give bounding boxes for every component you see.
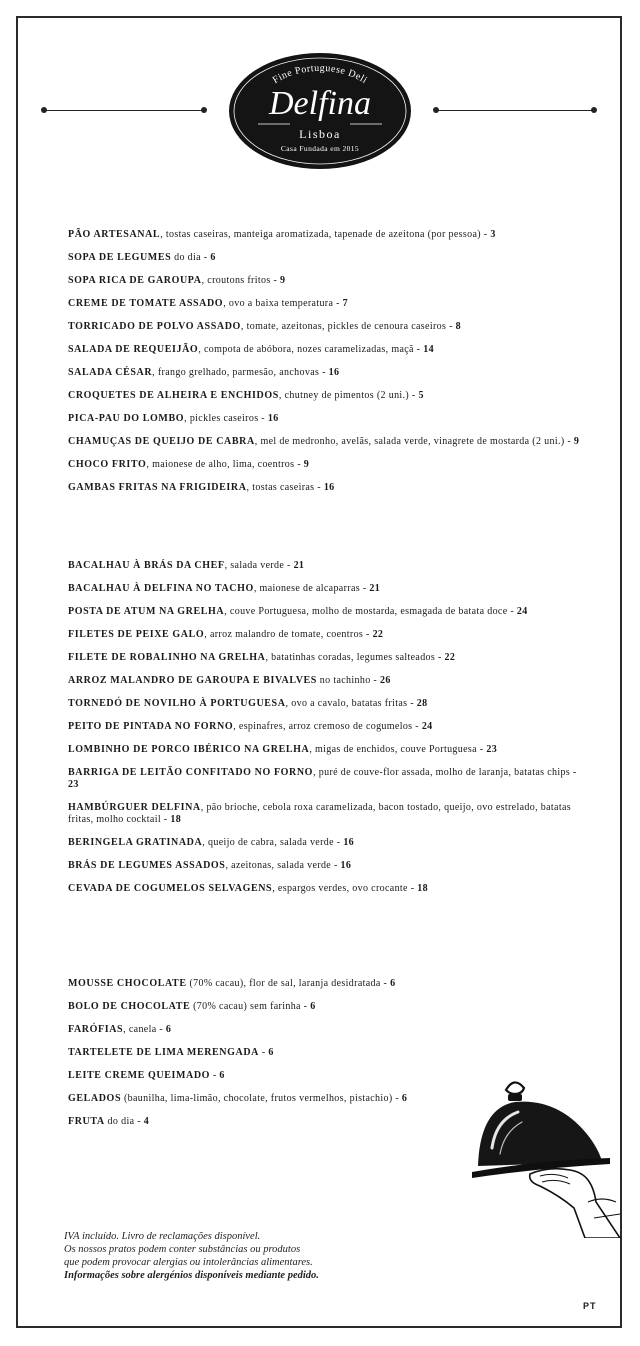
menu-item-name: PÃO ARTESANAL bbox=[68, 229, 161, 240]
menu-item-description: , tostas caseiras, manteiga aromatizada, tapenade de azeitona (por pessoa) - bbox=[160, 229, 491, 240]
menu-item-name: CHOCO FRITO bbox=[68, 459, 147, 470]
menu-item bbox=[68, 583, 588, 595]
delfina-logo bbox=[228, 52, 412, 170]
menu-item bbox=[68, 275, 588, 287]
menu-item-price: 9 bbox=[279, 275, 286, 286]
menu-item-name: BOLO DE CHOCOLATE bbox=[68, 1001, 191, 1012]
menu-item bbox=[68, 560, 588, 572]
menu-item bbox=[68, 367, 588, 379]
menu-item-name: SOPA DE LEGUMES bbox=[68, 252, 172, 263]
menu-item-name: GAMBAS FRITAS NA FRIGIDEIRA bbox=[68, 482, 247, 493]
menu-item bbox=[68, 744, 588, 756]
logo-name: Delfina bbox=[269, 85, 371, 122]
menu-item-price: 4 bbox=[143, 1116, 150, 1127]
menu-item-price: 5 bbox=[418, 390, 424, 401]
cloche-tray-hand-icon bbox=[470, 1068, 625, 1238]
menu-item-price: 16 bbox=[343, 837, 355, 848]
menu-item-name: CROQUETES DE ALHEIRA E ENCHIDOS bbox=[68, 390, 279, 401]
menu-item-description: (70% cacau), flor de sal, laranja desidratada - bbox=[186, 978, 391, 989]
menu-item-description: , queijo de cabra, salada verde - bbox=[202, 837, 344, 848]
menu-item-description: - bbox=[210, 1070, 220, 1081]
menu-item-name: PEITO DE PINTADA NO FORNO bbox=[68, 721, 234, 732]
mains-section bbox=[68, 560, 588, 906]
menu-item-name: PICA-PAU DO LOMBO bbox=[68, 413, 185, 424]
menu-item bbox=[68, 860, 588, 872]
menu-item bbox=[68, 721, 588, 733]
menu-item-price: 24 bbox=[421, 721, 433, 732]
menu-item-price: 16 bbox=[328, 367, 340, 378]
menu-item bbox=[68, 482, 588, 494]
menu-item bbox=[68, 883, 588, 895]
menu-item-description: , tostas caseiras - bbox=[246, 482, 324, 493]
menu-item bbox=[68, 675, 588, 687]
menu-item-price: 6 bbox=[210, 252, 216, 263]
menu-item-price: 14 bbox=[423, 344, 434, 355]
menu-item-price: 16 bbox=[267, 413, 279, 424]
menu-item-price: 21 bbox=[293, 560, 305, 571]
menu-item-price: 6 bbox=[165, 1024, 172, 1035]
menu-item-description: , pão brioche, cebola roxa caramelizada, bacon tostado, queijo, ovo estrelado, batatas fritas, molho cocktail - bbox=[68, 802, 571, 825]
menu-item-name: FILETE DE ROBALINHO NA GRELHA bbox=[68, 652, 266, 663]
menu-item bbox=[68, 229, 588, 241]
menu-item-description: , ovo a baixa temperatura - bbox=[223, 298, 343, 309]
menu-item-description: , tomate, azeitonas, pickles de cenoura caseiros - bbox=[240, 321, 456, 332]
divider-left bbox=[44, 110, 204, 111]
menu-item-price: 16 bbox=[340, 860, 352, 871]
divider-dot bbox=[591, 107, 597, 113]
menu-item-price: 18 bbox=[417, 883, 428, 894]
menu-item-description: , salada verde - bbox=[224, 560, 294, 571]
menu-item-description: , maionese de alho, lima, coentros - bbox=[146, 459, 304, 470]
menu-item-name: LOMBINHO DE PORCO IBÉRICO NA GRELHA bbox=[68, 744, 310, 755]
menu-item-price: 7 bbox=[342, 298, 349, 309]
footer-line: IVA incluído. Livro de reclamações disponível. bbox=[64, 1231, 261, 1242]
language-indicator: PT bbox=[583, 1301, 597, 1311]
menu-item-name: CHAMUÇAS DE QUEIJO DE CABRA bbox=[68, 436, 255, 447]
menu-item-name: BACALHAU À DELFINA NO TACHO bbox=[68, 583, 254, 594]
menu-item-name: HAMBÚRGUER DELFINA bbox=[68, 802, 201, 813]
menu-item-name: BERINGELA GRATINADA bbox=[68, 837, 203, 848]
menu-item-description: , couve Portuguesa, molho de mostarda, esmagada de batata doce - bbox=[224, 606, 517, 617]
menu-item bbox=[68, 1024, 588, 1036]
menu-item-price: 22 bbox=[372, 629, 384, 640]
menu-item bbox=[68, 390, 588, 402]
menu-item-name: FRUTA bbox=[68, 1116, 105, 1127]
menu-item-description: (baunilha, lima-limão, chocolate, frutos vermelhos, pistachio) - bbox=[121, 1093, 402, 1104]
menu-item bbox=[68, 321, 588, 333]
menu-item-description: , frango grelhado, parmesão, anchovas - bbox=[152, 367, 329, 378]
menu-item-description: , puré de couve-flor assada, molho de laranja, batatas chips - bbox=[313, 767, 577, 778]
menu-item-price: 8 bbox=[455, 321, 461, 332]
menu-item-description: , maionese de alcaparras - bbox=[253, 583, 370, 594]
menu-item-price: 23 bbox=[68, 779, 79, 790]
logo-arc-text: Fine Portuguese Deli bbox=[270, 62, 370, 87]
menu-item-price: 22 bbox=[444, 652, 456, 663]
menu-item-price: 6 bbox=[310, 1001, 316, 1012]
menu-item-name: LEITE CREME QUEIMADO bbox=[68, 1070, 211, 1081]
divider-dot bbox=[433, 107, 439, 113]
menu-item-description: , chutney de pimentos (2 uni.) - bbox=[278, 390, 419, 401]
menu-item bbox=[68, 1001, 588, 1013]
menu-item-price: 9 bbox=[303, 459, 310, 470]
menu-item-description: , compota de abóbora, nozes caramelizadas, maçã - bbox=[198, 344, 424, 355]
menu-item bbox=[68, 459, 588, 471]
menu-item-name: TORRICADO DE POLVO ASSADO bbox=[68, 321, 241, 332]
divider-dot bbox=[41, 107, 47, 113]
menu-item bbox=[68, 698, 588, 710]
menu-item-name: FARÓFIAS bbox=[68, 1024, 124, 1035]
menu-item bbox=[68, 629, 588, 641]
menu-item bbox=[68, 652, 588, 664]
menu-item-name: GELADOS bbox=[68, 1093, 122, 1104]
menu-item-name: FILETES DE PEIXE GALO bbox=[68, 629, 205, 640]
menu-item-description: no tachinho - bbox=[316, 675, 380, 686]
menu-item-price: 28 bbox=[416, 698, 428, 709]
menu-item bbox=[68, 767, 588, 791]
menu-item-description: (70% cacau) sem farinha - bbox=[190, 1001, 311, 1012]
menu-item-description: , pickles caseiros - bbox=[184, 413, 268, 424]
menu-item-price: 21 bbox=[369, 583, 381, 594]
menu-item bbox=[68, 837, 588, 849]
logo-city: Lisboa bbox=[299, 127, 341, 141]
menu-item bbox=[68, 298, 588, 310]
menu-item-name: CREME DE TOMATE ASSADO bbox=[68, 298, 224, 309]
menu-item-price: 18 bbox=[170, 814, 182, 825]
menu-item-price: 23 bbox=[486, 744, 498, 755]
menu-item-description: , espinafres, arroz cremoso de cogumelos - bbox=[233, 721, 422, 732]
legal-notice bbox=[64, 1230, 394, 1282]
menu-item bbox=[68, 252, 588, 264]
menu-item-name: BRÁS DE LEGUMES ASSADOS bbox=[68, 860, 226, 871]
menu-item-description: , ovo a cavalo, batatas fritas - bbox=[285, 698, 417, 709]
menu-item bbox=[68, 802, 588, 826]
menu-item-name: TORNEDÓ DE NOVILHO À PORTUGUESA bbox=[68, 698, 286, 709]
menu-item-description: , canela - bbox=[123, 1024, 166, 1035]
menu-item-name: TARTELETE DE LIMA MERENGADA bbox=[68, 1047, 259, 1058]
menu-item-price: 3 bbox=[490, 229, 496, 240]
menu-item-price: 16 bbox=[323, 482, 335, 493]
menu-item bbox=[68, 606, 588, 618]
menu-item-description: , azeitonas, salada verde - bbox=[225, 860, 341, 871]
menu-item-description: do dia - bbox=[104, 1116, 144, 1127]
menu-item-name: BACALHAU À BRÁS DA CHEF bbox=[68, 560, 225, 571]
menu-item-price: 6 bbox=[390, 978, 396, 989]
menu-item-description: do dia - bbox=[171, 252, 211, 263]
menu-item-description: , espargos verdes, ovo crocante - bbox=[272, 883, 418, 894]
menu-item-description: , croutons fritos - bbox=[201, 275, 280, 286]
menu-item-price: 24 bbox=[516, 606, 528, 617]
menu-item-name: BARRIGA DE LEITÃO CONFITADO NO FORNO bbox=[68, 767, 314, 778]
divider-dot bbox=[201, 107, 207, 113]
menu-item-price: 26 bbox=[379, 675, 391, 686]
menu-item-price: 6 bbox=[219, 1070, 225, 1081]
menu-item-price: 6 bbox=[268, 1047, 274, 1058]
menu-item bbox=[68, 344, 588, 356]
starters-section bbox=[68, 229, 588, 505]
logo-founded: Casa Fundada em 2015 bbox=[280, 144, 360, 153]
menu-item-name: POSTA DE ATUM NA GRELHA bbox=[68, 606, 225, 617]
footer-line: Os nossos pratos podem conter substâncias ou produtos bbox=[64, 1244, 301, 1255]
menu-item bbox=[68, 413, 588, 425]
menu-item-name: MOUSSE CHOCOLATE bbox=[68, 978, 187, 989]
menu-item-name: ARROZ MALANDRO DE GAROUPA E BIVALVES bbox=[68, 675, 317, 686]
menu-item-name: SOPA RICA DE GAROUPA bbox=[68, 275, 202, 286]
menu-item-description: , arroz malandro de tomate, coentros - bbox=[204, 629, 373, 640]
menu-item-description: , batatinhas coradas, legumes salteados - bbox=[265, 652, 445, 663]
menu-item-name: SALADA CÉSAR bbox=[68, 367, 153, 378]
menu-item bbox=[68, 436, 588, 448]
footer-line: que podem provocar alergias ou intolerâncias alimentares. bbox=[64, 1257, 313, 1268]
menu-item bbox=[68, 1047, 588, 1059]
menu-item-description: , migas de enchidos, couve Portuguesa - bbox=[309, 744, 487, 755]
menu-item bbox=[68, 978, 588, 990]
allergen-notice: Informações sobre alergénios disponíveis mediante pedido. bbox=[64, 1270, 319, 1281]
menu-item-description: , mel de medronho, avelãs, salada verde, vinagrete de mostarda (2 uni.) - bbox=[254, 436, 574, 447]
menu-item-description: - bbox=[258, 1047, 269, 1058]
divider-right bbox=[436, 110, 594, 111]
menu-item-price: 9 bbox=[573, 436, 580, 447]
menu-item-price: 6 bbox=[401, 1093, 408, 1104]
menu-item-name: SALADA DE REQUEIJÃO bbox=[68, 344, 199, 355]
menu-item-name: CEVADA DE COGUMELOS SELVAGENS bbox=[68, 883, 273, 894]
